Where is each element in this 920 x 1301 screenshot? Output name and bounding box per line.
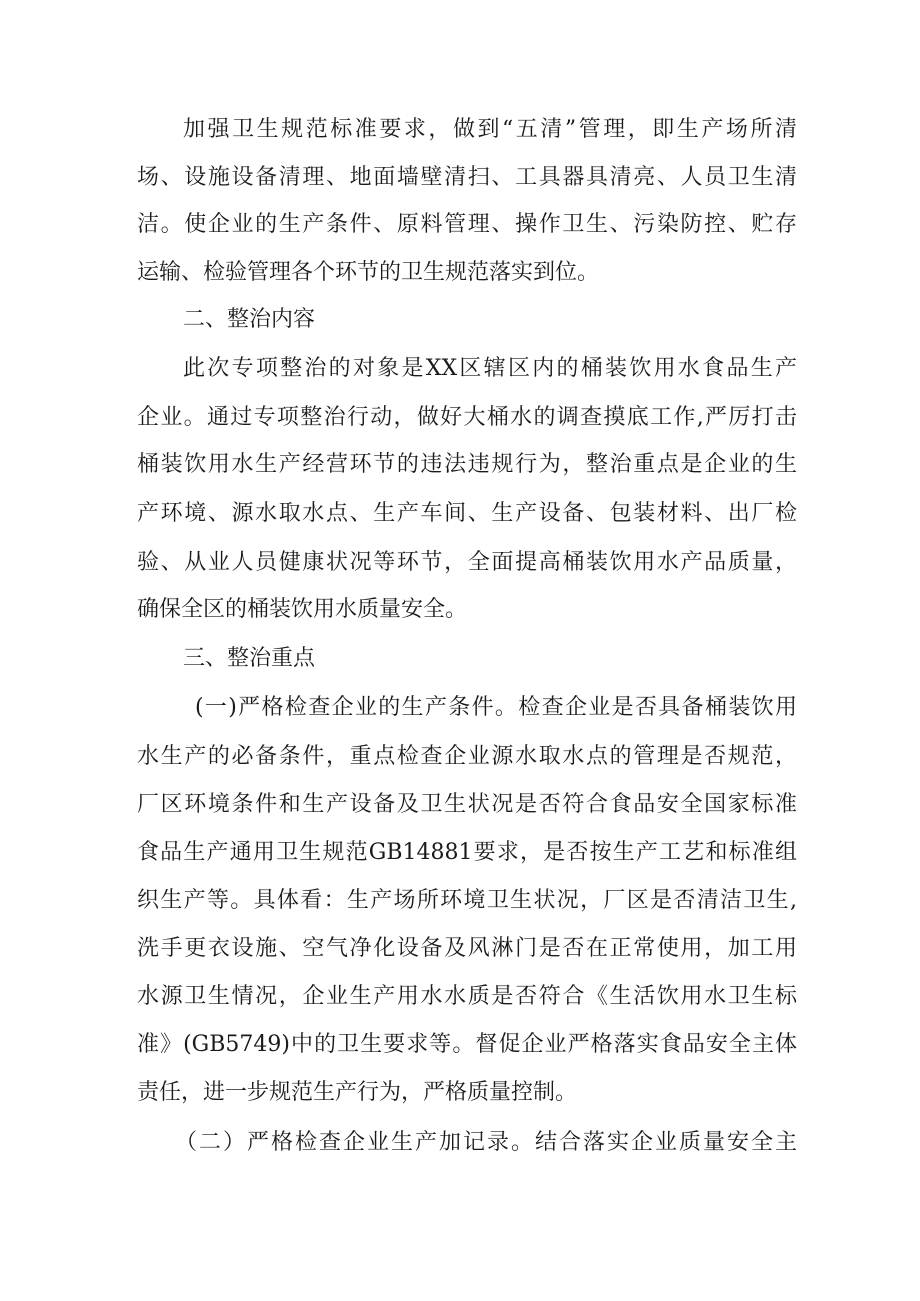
paragraph-3-line-5: 织生产等。具体看：生产场所环境卫生状况，厂区是否清洁卫生, bbox=[137, 888, 797, 913]
paragraph-3-line-2: 水生产的必备条件，重点检查企业源水取水点的管理是否规范， bbox=[137, 744, 797, 769]
paragraph-3-line-7: 水源卫生情况，企业生产用水水质是否符合《生活饮用水卫生标 bbox=[137, 984, 797, 1009]
section-heading-3: 三、整治重点 bbox=[183, 646, 316, 671]
paragraph-2-line-1: 此次专项整治的对象是XX区辖区内的桶装饮用水食品生产 bbox=[183, 356, 797, 381]
paragraph-1-line-4: 运输、检验管理各个环节的卫生规范落实到位。 bbox=[137, 260, 600, 285]
paragraph-3-line-3: 厂区环境条件和生产设备及卫生状况是否符合食品安全国家标准 bbox=[137, 792, 797, 817]
paragraph-4-line-1: （二）严格检查企业生产加记录。结合落实企业质量安全主 bbox=[175, 1130, 797, 1155]
paragraph-3-line-1: (一)严格检查企业的生产条件。检查企业是否具备桶装饮用 bbox=[195, 695, 797, 720]
paragraph-2-line-5: 验、从业人员健康状况等环节，全面提高桶装饮用水产品质量， bbox=[137, 550, 797, 575]
paragraph-3-line-8: 准》(GB5749)中的卫生要求等。督促企业严格落实食品安全主体 bbox=[137, 1032, 797, 1057]
section-heading-2: 二、整治内容 bbox=[183, 307, 316, 332]
paragraph-3-line-9: 责任，进一步规范生产行为，严格质量控制。 bbox=[137, 1080, 578, 1105]
paragraph-1-line-2: 场、设施设备清理、地面墙壁清扫、工具器具清亮、人员卫生清 bbox=[137, 165, 797, 190]
paragraph-2-line-3: 桶装饮用水生产经营环节的违法违规行为，整治重点是企业的生 bbox=[137, 452, 797, 477]
paragraph-2-line-4: 产环境、源水取水点、生产车间、生产设备、包装材料、出厂检 bbox=[137, 501, 797, 526]
paragraph-1-line-3: 洁。使企业的生产条件、原料管理、操作卫生、污染防控、贮存 bbox=[137, 212, 797, 237]
paragraph-3-line-4: 食品生产通用卫生规范GB14881要求，是否按生产工艺和标准组 bbox=[137, 840, 797, 865]
paragraph-2-line-6: 确保全区的桶装饮用水质量安全。 bbox=[137, 597, 468, 622]
paragraph-3-line-6: 洗手更衣设施、空气净化设备及风淋门是否在正常使用，加工用 bbox=[137, 936, 797, 961]
paragraph-2-line-2: 企业。通过专项整治行动，做好大桶水的调查摸底工作,严厉打击 bbox=[137, 405, 797, 430]
paragraph-1-line-1: 加强卫生规范标准要求，做到“五清”管理，即生产场所清 bbox=[183, 117, 797, 142]
